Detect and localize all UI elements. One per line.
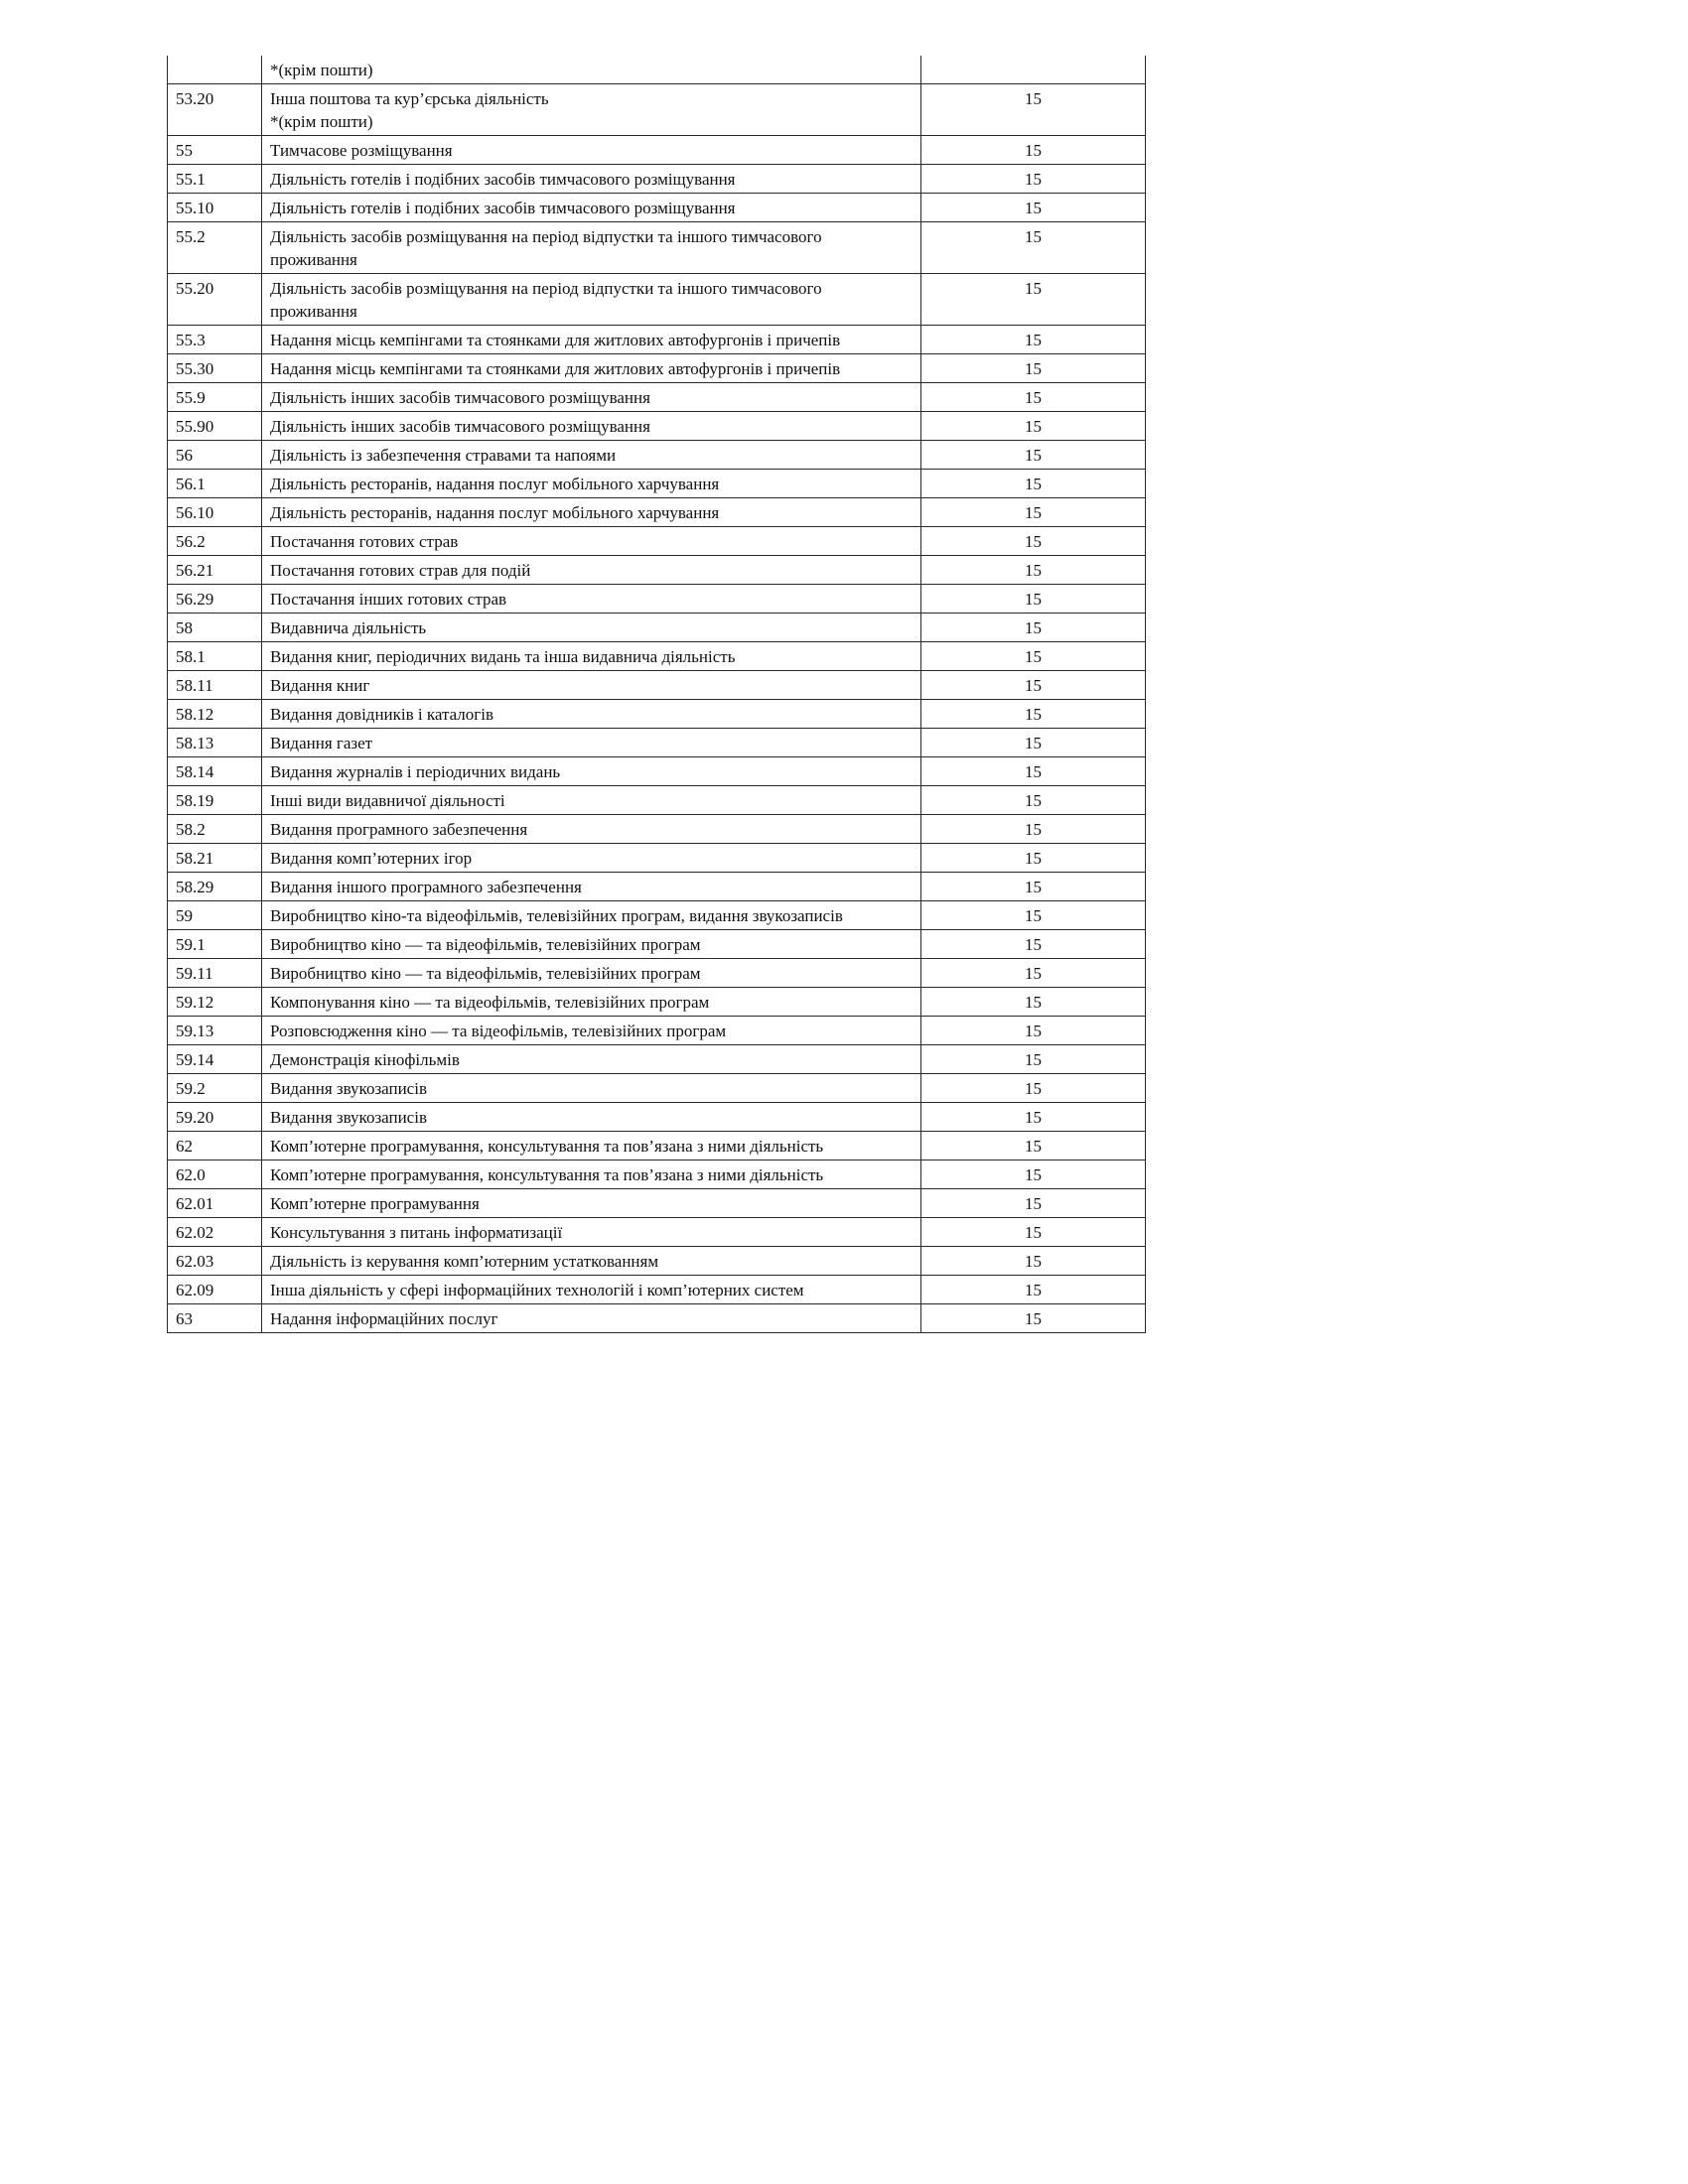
- activity-name: Видання книг: [270, 676, 370, 695]
- table-row: [168, 873, 1146, 901]
- activity-name: Консультування з питань інформатизації: [270, 1223, 563, 1242]
- rate-cell: 15: [921, 498, 1146, 527]
- activity-name: Видання комп’ютерних ігор: [270, 849, 473, 868]
- activity-name: Виробництво кіно — та відеофільмів, телевізійних програм: [270, 935, 701, 954]
- table-row: [168, 901, 1146, 930]
- activity-name: Видання журналів і періодичних видань: [270, 762, 561, 781]
- activity-name: Постачання готових страв: [270, 532, 459, 551]
- activity-cell: [262, 1218, 921, 1247]
- code-cell: 62.0: [168, 1160, 262, 1189]
- rate-cell: 15: [921, 700, 1146, 729]
- rate-cell: 15: [921, 815, 1146, 844]
- rate-cell: 15: [921, 1017, 1146, 1045]
- activity-cell: [262, 1074, 921, 1103]
- activity-cell: [262, 1304, 921, 1333]
- activity-name: Надання місць кемпінгами та стоянками для житлових автофургонів і причепів: [270, 359, 841, 378]
- activity-name: Видавнича діяльність: [270, 618, 427, 637]
- activity-name: Видання книг, періодичних видань та інша видавнича діяльність: [270, 647, 736, 666]
- table-row: [168, 222, 1146, 274]
- activity-cell: [262, 136, 921, 165]
- rate-cell: 15: [921, 441, 1146, 470]
- rate-cell: 15: [921, 1304, 1146, 1333]
- code-cell: 55.9: [168, 383, 262, 412]
- rate-cell: 15: [921, 901, 1146, 930]
- activity-name: Надання місць кемпінгами та стоянками для житлових автофургонів і причепів: [270, 331, 841, 349]
- code-cell: 55.20: [168, 274, 262, 326]
- table-row: [168, 1045, 1146, 1074]
- rate-cell: 15: [921, 326, 1146, 354]
- table-row: [168, 326, 1146, 354]
- code-cell: 62.03: [168, 1247, 262, 1276]
- rate-cell: 15: [921, 757, 1146, 786]
- table-row: [168, 642, 1146, 671]
- activity-cell: [262, 671, 921, 700]
- activity-name: Діяльність засобів розміщування на період відпустки та іншого тимчасового проживання: [270, 227, 822, 269]
- activity-name: Комп’ютерне програмування: [270, 1194, 480, 1213]
- code-cell: 58.13: [168, 729, 262, 757]
- table-row: [168, 136, 1146, 165]
- activity-name: Діяльність готелів і подібних засобів тимчасового розміщування: [270, 170, 736, 189]
- rate-cell: 15: [921, 84, 1146, 136]
- activity-cell: [262, 274, 921, 326]
- table-row: [168, 441, 1146, 470]
- table-row: [168, 194, 1146, 222]
- activity-name: Інша діяльність у сфері інформаційних технологій і комп’ютерних систем: [270, 1281, 804, 1299]
- activity-cell: [262, 1132, 921, 1160]
- activity-cell: [262, 84, 921, 136]
- activity-name: Розповсюдження кіно — та відеофільмів, телевізійних програм: [270, 1022, 727, 1040]
- rate-cell: 15: [921, 1218, 1146, 1247]
- rate-cell: 15: [921, 556, 1146, 585]
- table-row: [168, 614, 1146, 642]
- rate-cell: 15: [921, 1189, 1146, 1218]
- activity-note: *(крім пошти): [270, 112, 373, 131]
- table-body: [168, 56, 1146, 1333]
- activity-name: Комп’ютерне програмування, консультування та пов’язана з ними діяльність: [270, 1165, 824, 1184]
- activity-name: Діяльність готелів і подібних засобів тимчасового розміщування: [270, 199, 736, 217]
- table-row: [168, 556, 1146, 585]
- activity-cell: [262, 1103, 921, 1132]
- code-cell: 55.3: [168, 326, 262, 354]
- code-cell: 59.20: [168, 1103, 262, 1132]
- activity-cell: [262, 988, 921, 1017]
- table-row: [168, 930, 1146, 959]
- code-cell: 56.10: [168, 498, 262, 527]
- code-cell: 59.13: [168, 1017, 262, 1045]
- activity-name: Видання звукозаписів: [270, 1108, 427, 1127]
- table-row: [168, 1189, 1146, 1218]
- activity-cell: [262, 194, 921, 222]
- code-cell: 62.09: [168, 1276, 262, 1304]
- activity-cell: [262, 844, 921, 873]
- rate-cell: 15: [921, 585, 1146, 614]
- code-cell: 58.2: [168, 815, 262, 844]
- table-row: [168, 354, 1146, 383]
- activity-name: Діяльність ресторанів, надання послуг мобільного харчування: [270, 475, 720, 493]
- activity-cell: [262, 873, 921, 901]
- code-cell: [168, 56, 262, 84]
- code-cell: 59.2: [168, 1074, 262, 1103]
- table-row: [168, 1218, 1146, 1247]
- table-row: [168, 585, 1146, 614]
- code-cell: 56.21: [168, 556, 262, 585]
- activity-name: Діяльність із забезпечення стравами та напоями: [270, 446, 617, 465]
- activity-cell: [262, 786, 921, 815]
- code-cell: 55.2: [168, 222, 262, 274]
- table-row: [168, 412, 1146, 441]
- activity-cell: [262, 585, 921, 614]
- code-cell: 62.02: [168, 1218, 262, 1247]
- rate-cell: 15: [921, 222, 1146, 274]
- activity-cell: [262, 901, 921, 930]
- table-row: [168, 470, 1146, 498]
- activity-name: Видання довідників і каталогів: [270, 705, 494, 724]
- table-row: [168, 1074, 1146, 1103]
- activity-name: Діяльність засобів розміщування на період відпустки та іншого тимчасового проживання: [270, 279, 822, 321]
- table-row: [168, 1276, 1146, 1304]
- table-row: [168, 815, 1146, 844]
- code-cell: 58.14: [168, 757, 262, 786]
- code-cell: 58: [168, 614, 262, 642]
- code-cell: 56.2: [168, 527, 262, 556]
- rate-cell: [921, 56, 1146, 84]
- rate-cell: 15: [921, 729, 1146, 757]
- rate-cell: 15: [921, 470, 1146, 498]
- rate-cell: 15: [921, 614, 1146, 642]
- rate-cell: 15: [921, 165, 1146, 194]
- table-row: [168, 671, 1146, 700]
- activity-name: Інші види видавничої діяльності: [270, 791, 505, 810]
- table-row: [168, 1132, 1146, 1160]
- activity-name: Видання програмного забезпечення: [270, 820, 528, 839]
- activity-name: Компонування кіно — та відеофільмів, телевізійних програм: [270, 993, 710, 1012]
- code-cell: 58.29: [168, 873, 262, 901]
- activity-cell: [262, 56, 921, 84]
- code-cell: 62.01: [168, 1189, 262, 1218]
- table-row: [168, 1017, 1146, 1045]
- table-row: [168, 844, 1146, 873]
- rate-cell: 15: [921, 1160, 1146, 1189]
- activity-cell: [262, 700, 921, 729]
- activity-name: Видання іншого програмного забезпечення: [270, 878, 582, 896]
- activity-cell: [262, 815, 921, 844]
- rate-cell: 15: [921, 642, 1146, 671]
- activity-cell: [262, 757, 921, 786]
- activity-cell: [262, 412, 921, 441]
- table-row: [168, 498, 1146, 527]
- activity-cell: [262, 1189, 921, 1218]
- rate-cell: 15: [921, 1276, 1146, 1304]
- table-row: [168, 527, 1146, 556]
- activity-name: Демонстрація кінофільмів: [270, 1050, 460, 1069]
- code-cell: 55.1: [168, 165, 262, 194]
- rate-cell: 15: [921, 1045, 1146, 1074]
- activity-cell: [262, 1045, 921, 1074]
- code-cell: 55: [168, 136, 262, 165]
- rate-cell: 15: [921, 354, 1146, 383]
- rate-cell: 15: [921, 1132, 1146, 1160]
- rate-cell: 15: [921, 959, 1146, 988]
- table-row: [168, 786, 1146, 815]
- activity-name: Тимчасове розміщування: [270, 141, 453, 160]
- code-cell: 53.20: [168, 84, 262, 136]
- activity-name: Діяльність інших засобів тимчасового розміщування: [270, 417, 650, 436]
- code-cell: 59: [168, 901, 262, 930]
- code-cell: 59.12: [168, 988, 262, 1017]
- activity-cell: [262, 959, 921, 988]
- code-cell: 56: [168, 441, 262, 470]
- rate-cell: 15: [921, 1103, 1146, 1132]
- code-cell: 59.11: [168, 959, 262, 988]
- table-row: [168, 1103, 1146, 1132]
- activity-name: Виробництво кіно — та відеофільмів, телевізійних програм: [270, 964, 701, 983]
- rate-cell: 15: [921, 527, 1146, 556]
- code-cell: 55.10: [168, 194, 262, 222]
- code-cell: 63: [168, 1304, 262, 1333]
- code-cell: 58.12: [168, 700, 262, 729]
- activity-name: Виробництво кіно-та відеофільмів, телевізійних програм, видання звукозаписів: [270, 906, 843, 925]
- activity-table: [167, 56, 1146, 1333]
- rate-cell: 15: [921, 844, 1146, 873]
- activity-cell: [262, 1160, 921, 1189]
- activity-name: Видання звукозаписів: [270, 1079, 427, 1098]
- activity-cell: [262, 354, 921, 383]
- activity-cell: [262, 1017, 921, 1045]
- code-cell: 58.11: [168, 671, 262, 700]
- rate-cell: 15: [921, 136, 1146, 165]
- rate-cell: 15: [921, 383, 1146, 412]
- activity-name: Діяльність із керування комп’ютерним устаткованням: [270, 1252, 659, 1271]
- activity-cell: [262, 1276, 921, 1304]
- activity-name: Надання інформаційних послуг: [270, 1309, 498, 1328]
- activity-cell: [262, 326, 921, 354]
- activity-name: Інша поштова та кур’єрська діяльність: [270, 89, 549, 108]
- code-cell: 55.30: [168, 354, 262, 383]
- activity-name: Діяльність ресторанів, надання послуг мобільного харчування: [270, 503, 720, 522]
- code-cell: 59.1: [168, 930, 262, 959]
- code-cell: 56.1: [168, 470, 262, 498]
- code-cell: 56.29: [168, 585, 262, 614]
- activity-note: *(крім пошти): [270, 61, 373, 79]
- rate-cell: 15: [921, 786, 1146, 815]
- table-row: [168, 1160, 1146, 1189]
- table-row: [168, 729, 1146, 757]
- rate-cell: 15: [921, 412, 1146, 441]
- activity-cell: [262, 222, 921, 274]
- table-row: [168, 383, 1146, 412]
- rate-cell: 15: [921, 194, 1146, 222]
- activity-cell: [262, 614, 921, 642]
- code-cell: 58.1: [168, 642, 262, 671]
- activity-name: Постачання готових страв для подій: [270, 561, 531, 580]
- activity-cell: [262, 556, 921, 585]
- table-row: [168, 959, 1146, 988]
- rate-cell: 15: [921, 671, 1146, 700]
- code-cell: 58.19: [168, 786, 262, 815]
- code-cell: 58.21: [168, 844, 262, 873]
- table-row: [168, 165, 1146, 194]
- activity-cell: [262, 470, 921, 498]
- table-row: [168, 1247, 1146, 1276]
- activity-cell: [262, 527, 921, 556]
- activity-cell: [262, 930, 921, 959]
- activity-cell: [262, 498, 921, 527]
- table-row: [168, 56, 1146, 84]
- activity-cell: [262, 165, 921, 194]
- activity-cell: [262, 1247, 921, 1276]
- code-cell: 55.90: [168, 412, 262, 441]
- rate-cell: 15: [921, 988, 1146, 1017]
- rate-cell: 15: [921, 873, 1146, 901]
- table-row: [168, 700, 1146, 729]
- rate-cell: 15: [921, 1074, 1146, 1103]
- table-row: [168, 84, 1146, 136]
- activity-name: Комп’ютерне програмування, консультування та пов’язана з ними діяльність: [270, 1137, 824, 1156]
- table-row: [168, 1304, 1146, 1333]
- code-cell: 59.14: [168, 1045, 262, 1074]
- activity-cell: [262, 642, 921, 671]
- activity-cell: [262, 729, 921, 757]
- activity-name: Діяльність інших засобів тимчасового розміщування: [270, 388, 650, 407]
- activity-name: Видання газет: [270, 734, 373, 752]
- activity-cell: [262, 383, 921, 412]
- activity-name: Постачання інших готових страв: [270, 590, 507, 609]
- rate-cell: 15: [921, 930, 1146, 959]
- activity-cell: [262, 441, 921, 470]
- rate-cell: 15: [921, 274, 1146, 326]
- code-cell: 62: [168, 1132, 262, 1160]
- rate-cell: 15: [921, 1247, 1146, 1276]
- table-row: [168, 988, 1146, 1017]
- table-row: [168, 274, 1146, 326]
- table-row: [168, 757, 1146, 786]
